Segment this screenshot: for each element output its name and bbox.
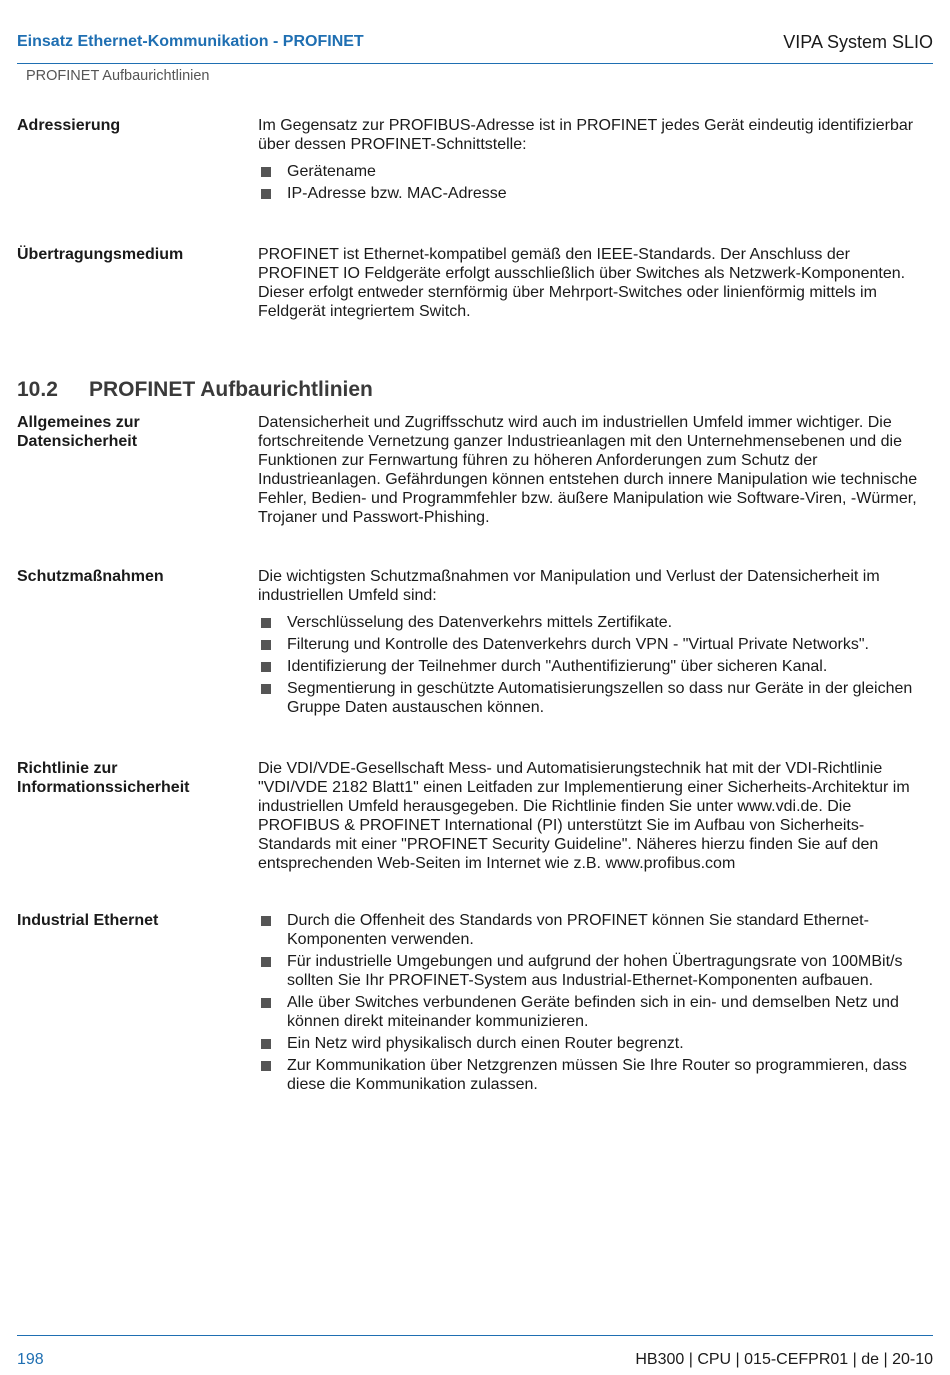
block-label: Industrial Ethernet [17, 912, 159, 929]
list-item: Ein Netz wird physikalisch durch einen Router begrenzt. [258, 1034, 933, 1053]
square-bullet-icon [261, 1039, 271, 1049]
header-rule [17, 63, 933, 64]
block-label: Allgemeines zur Datensicherheit [17, 414, 140, 450]
square-bullet-icon [261, 1061, 271, 1071]
block-body [258, 759, 933, 873]
list-item: IP-Adresse bzw. MAC-Adresse [258, 184, 933, 203]
bullet-list [258, 162, 933, 203]
square-bullet-icon [261, 189, 271, 199]
block-body [258, 567, 933, 720]
block-text: Im Gegensatz zur PROFIBUS-Adresse ist in PROFINET jedes Gerät eindeutig identifizierbar über dessen PROFINET-Schnittstelle: [258, 117, 914, 153]
block-body [258, 911, 933, 1097]
running-header-product: VIPA System SLIO [783, 32, 933, 52]
list-item: Zur Kommunikation über Netzgrenzen müssen Sie Ihre Router so programmieren, dass diese die Kommunikation zulassen. [258, 1056, 933, 1094]
list-item: Durch die Offenheit des Standards von PROFINET können Sie standard Ethernet-Komponenten verwenden. [258, 911, 933, 949]
square-bullet-icon [261, 167, 271, 177]
list-item: Identifizierung der Teilnehmer durch "Authentifizierung" über sicheren Kanal. [258, 657, 933, 676]
square-bullet-icon [261, 662, 271, 672]
list-item: Verschlüsselung des Datenverkehrs mittels Zertifikate. [258, 613, 933, 632]
list-item: Segmentierung in geschützte Automatisierungszellen so dass nur Geräte in der gleichen Gruppe Daten austauschen können. [258, 679, 933, 717]
bullet-list [258, 911, 933, 1094]
block-text: Datensicherheit und Zugriffsschutz wird auch im industriellen Umfeld immer wichtiger. Die fortschreitende Vernetzung ganzer Industrieanlagen mit den Unternehmensebenen und die Funktionen zur Fernwartung führen zu höheren Anforderungen zum Schutz der Industrieanlagen. Gefährdungen können entstehen durch innere Manipulation wie technische Fehler, Bedien- und Programmfehler bzw. äußere Manipulation wie Software-Viren, -Würmer, Trojaner und Passwort-Phishing. [258, 414, 918, 526]
list-item: Alle über Switches verbundenen Geräte befinden sich in ein- und demselben Netz und können direkt miteinander kommunizieren. [258, 993, 933, 1031]
bullet-list [258, 613, 933, 717]
square-bullet-icon [261, 957, 271, 967]
block-label: Schutzmaßnahmen [17, 568, 164, 585]
list-item: Filterung und Kontrolle des Datenverkehrs durch VPN - "Virtual Private Networks". [258, 635, 933, 654]
block-text: PROFINET ist Ethernet-kompatibel gemäß den IEEE-Standards. Der Anschluss der PROFINET IO Feldgeräte erfolgt ausschließlich über Switches als Netzwerk-Komponenten. Dieser erfolgt entweder sternförmig über Mehrport-Switches oder linienförmig mittels im Feldgerät integriertem Switch. [258, 246, 906, 320]
square-bullet-icon [261, 916, 271, 926]
list-item: Für industrielle Umgebungen und aufgrund der hohen Übertragungsrate von 100MBit/s sollten Sie Ihr PROFINET-System aus Industrial-Ethernet-Komponenten aufbauen. [258, 952, 933, 990]
section-heading [17, 378, 373, 402]
block-text: Die VDI/VDE-Gesellschaft Mess- und Automatisierungstechnik hat mit der VDI-Richtlinie "VDI/VDE 2182 Blatt1" einen Leitfaden zur Implementierung einer Sicherheits-Architektur im industriellen Umfeld herausgegeben. Die Richtlinie finden Sie unter www.vdi.de. Die PROFIBUS & PROFINET International (PI) unterstützt Sie im Aufbau von Sicherheits-Standards mit einer "PROFINET Security Guideline". Näheres hierzu finden Sie auf den entsprechenden Web-Seiten im Internet wie z.B. www.profibus.com [258, 760, 910, 872]
square-bullet-icon [261, 684, 271, 694]
block-label: Richtlinie zur Informationssicherheit [17, 760, 190, 796]
square-bullet-icon [261, 640, 271, 650]
document-id: HB300 | CPU | 015-CEFPR01 | de | 20-10 [635, 1351, 933, 1368]
block-body [258, 245, 933, 321]
running-header-chapter: Einsatz Ethernet-Kommunikation - PROFINET [17, 33, 364, 50]
section-number: 10.2 [17, 378, 58, 401]
square-bullet-icon [261, 998, 271, 1008]
block-body [258, 413, 933, 527]
block-label: Übertragungsmedium [17, 246, 184, 263]
page-number: 198 [17, 1351, 44, 1368]
footer-rule [17, 1335, 933, 1336]
square-bullet-icon [261, 618, 271, 628]
section-title: PROFINET Aufbaurichtlinien [89, 378, 373, 401]
block-text: Die wichtigsten Schutzmaßnahmen vor Manipulation und Verlust der Datensicherheit im industriellen Umfeld sind: [258, 568, 880, 604]
list-item: Gerätename [258, 162, 933, 181]
block-label: Adressierung [17, 117, 121, 134]
running-subheader: PROFINET Aufbaurichtlinien [26, 68, 210, 84]
block-body [258, 116, 933, 206]
